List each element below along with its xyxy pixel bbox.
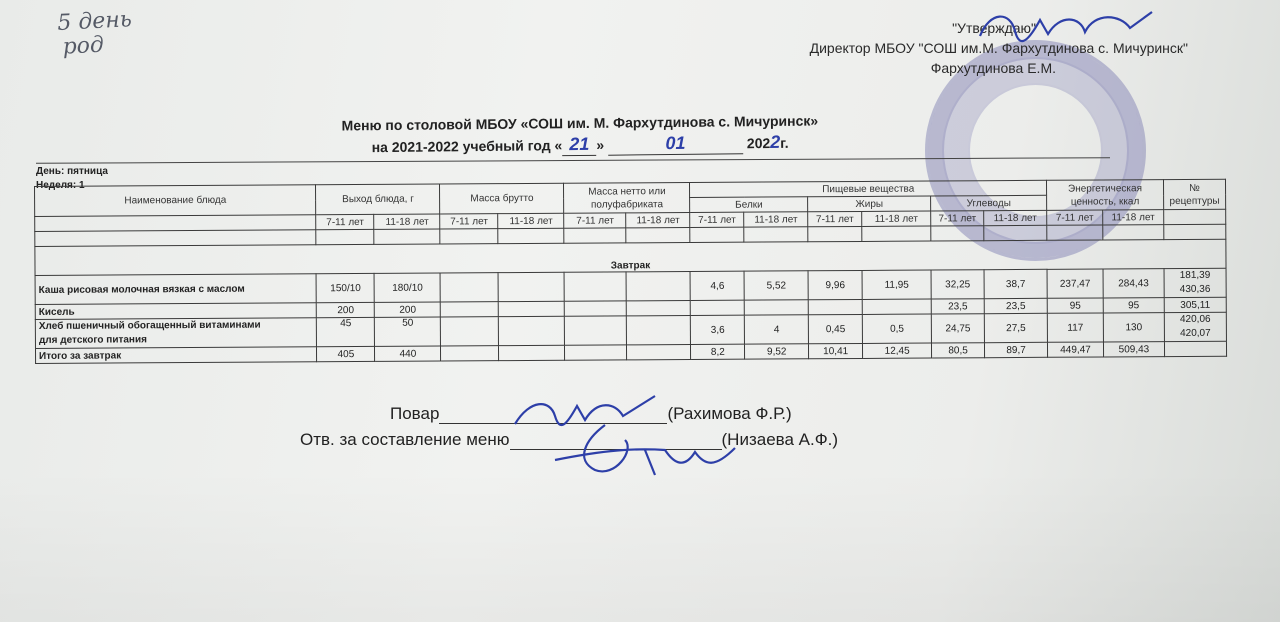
handwritten-note-line: 5 день xyxy=(56,7,133,36)
table-cell: 4,6 xyxy=(690,271,744,300)
header-row xyxy=(35,179,1226,201)
year-handwritten: 2 xyxy=(770,131,781,153)
age-cell: 11-18 лет xyxy=(498,213,564,228)
week-field: Неделя: 1 xyxy=(36,180,85,191)
table-cell: 9,96 xyxy=(808,270,862,299)
age-cell: 11-18 лет xyxy=(626,212,690,227)
header-output: Выход блюда, г xyxy=(316,184,440,215)
table-cell: 405 xyxy=(317,346,375,361)
recipe-cell xyxy=(1164,268,1226,297)
table-cell xyxy=(564,272,626,301)
age-cell: 11-18 лет xyxy=(744,212,808,227)
recipe-number: 305,11 xyxy=(1164,297,1226,312)
header-gross: Масса брутто xyxy=(440,183,564,214)
dish-name: Кисель xyxy=(35,303,317,320)
dish-name-cell xyxy=(35,318,317,349)
table-cell: 9,52 xyxy=(745,344,809,359)
handwritten-note-line: род xyxy=(61,32,105,60)
handwritten-note xyxy=(57,8,134,60)
paper-shading xyxy=(0,470,1280,622)
month-handwritten: 01 xyxy=(608,132,743,155)
responsible-label: Отв. за составление меню xyxy=(300,430,510,449)
age-cell: 7-11 лет xyxy=(1047,210,1103,225)
responsible-name: (Низаева А.Ф.) xyxy=(721,430,839,449)
age-cell: 11-18 лет xyxy=(984,210,1047,225)
table-cell: 130 xyxy=(1103,313,1164,342)
table-cell: 449,47 xyxy=(1048,342,1104,357)
table-cell: 24,75 xyxy=(931,314,984,343)
table-cell: 150/10 xyxy=(316,273,374,302)
age-cell: 11-18 лет xyxy=(862,211,931,226)
cook-name: (Рахимова Ф.Р.) xyxy=(667,404,792,423)
header-net: Масса нетто или полуфабриката xyxy=(564,182,690,213)
header-nutrients: Пищевые вещества xyxy=(690,180,1047,197)
table-cell: 8,2 xyxy=(691,344,745,359)
table-cell: 11,95 xyxy=(862,270,931,299)
table-cell: 4 xyxy=(745,315,809,344)
table-cell: 32,25 xyxy=(931,270,984,299)
table-cell: 180/10 xyxy=(374,273,440,302)
day-label: День: xyxy=(36,166,65,177)
age-cell: 7-11 лет xyxy=(808,211,862,226)
approval-position: Директор МБОУ "СОШ им.М. Фархутдинова с. Мичуринск" xyxy=(809,40,1188,56)
heading-text: » xyxy=(596,136,605,153)
dish-name: Хлеб пшеничный обогащенный витаминами xyxy=(38,319,261,332)
menu-table xyxy=(34,179,1227,364)
cook-label: Повар xyxy=(390,404,440,423)
table-cell: 440 xyxy=(375,346,441,361)
header-fats: Жиры xyxy=(808,196,931,212)
table-cell: 237,47 xyxy=(1047,269,1103,298)
empty-cell xyxy=(35,215,317,232)
empty-cell xyxy=(35,230,317,247)
recipe-cell xyxy=(1164,312,1226,341)
table-cell: 200 xyxy=(317,302,375,317)
table-cell: 23,5 xyxy=(984,298,1047,313)
table-cell xyxy=(498,272,564,301)
empty-cell xyxy=(1164,209,1226,224)
table-cell: 89,7 xyxy=(984,342,1047,357)
recipe-number: 420,07 xyxy=(1180,327,1211,340)
age-cell: 11-18 лет xyxy=(1103,210,1164,225)
heading-text: 202 xyxy=(746,135,771,152)
table-cell: 12,45 xyxy=(863,343,932,358)
menu-heading-line1: Меню по столовой МБОУ «СОШ им. М. Фархутдинова с. Мичуринск» xyxy=(341,112,819,134)
age-cell: 7-11 лет xyxy=(564,213,626,228)
age-cell: 7-11 лет xyxy=(931,211,984,226)
header-energy: Энергетическая ценность, ккал xyxy=(1047,180,1164,211)
table-cell: 117 xyxy=(1047,313,1103,342)
table-cell: 200 xyxy=(375,302,441,317)
header-recipe: № рецептуры xyxy=(1163,179,1225,209)
day-value: пятница xyxy=(67,166,108,177)
table-cell: 45 xyxy=(317,317,375,346)
table-cell: 80,5 xyxy=(932,343,985,358)
recipe-number: 420,06 xyxy=(1179,313,1211,326)
age-cell: 11-18 лет xyxy=(374,214,440,229)
table-cell: 10,41 xyxy=(809,343,863,358)
age-cell: 7-11 лет xyxy=(440,214,498,229)
table-cell: 0,45 xyxy=(809,314,863,343)
day-field xyxy=(36,166,108,177)
age-cell: 7-11 лет xyxy=(690,212,744,227)
header-proteins: Белки xyxy=(690,197,808,213)
table-cell: 23,5 xyxy=(931,299,984,314)
table-cell: 38,7 xyxy=(984,269,1047,298)
table-cell: 284,43 xyxy=(1103,269,1164,298)
day-handwritten: 21 xyxy=(562,134,596,156)
dish-name: Каша рисовая молочная вязкая с маслом xyxy=(35,274,317,305)
table-cell xyxy=(440,273,498,302)
dish-name-continued: для детского питания xyxy=(38,334,147,346)
heading-text: на 2021-2022 учебный год « xyxy=(371,137,563,156)
table-cell: 95 xyxy=(1047,298,1103,313)
table-cell: 3,6 xyxy=(691,315,745,344)
approval-title: "Утверждаю" xyxy=(952,20,1036,36)
table-cell: 509,43 xyxy=(1103,342,1164,357)
total-label: Итого за завтрак xyxy=(35,347,317,364)
table-cell: 27,5 xyxy=(984,313,1047,342)
heading-text: г. xyxy=(780,134,789,151)
header-carbs: Углеводы xyxy=(931,195,1047,211)
table-cell xyxy=(1164,341,1226,356)
table-cell: 50 xyxy=(375,317,441,346)
table-cell: 5,52 xyxy=(744,271,808,300)
header-dish: Наименование блюда xyxy=(35,185,317,217)
director-signature xyxy=(970,6,1160,46)
section-title: Завтрак xyxy=(35,239,1226,275)
table-cell: 0,5 xyxy=(862,314,931,343)
table-cell: 95 xyxy=(1103,298,1164,313)
recipe-number: 430,36 xyxy=(1179,283,1211,296)
approval-name: Фархутдинова Е.М. xyxy=(930,60,1056,76)
age-cell: 7-11 лет xyxy=(316,214,374,229)
table-cell xyxy=(626,271,690,300)
menu-heading xyxy=(240,109,920,159)
recipe-number: 181,39 xyxy=(1179,269,1211,282)
